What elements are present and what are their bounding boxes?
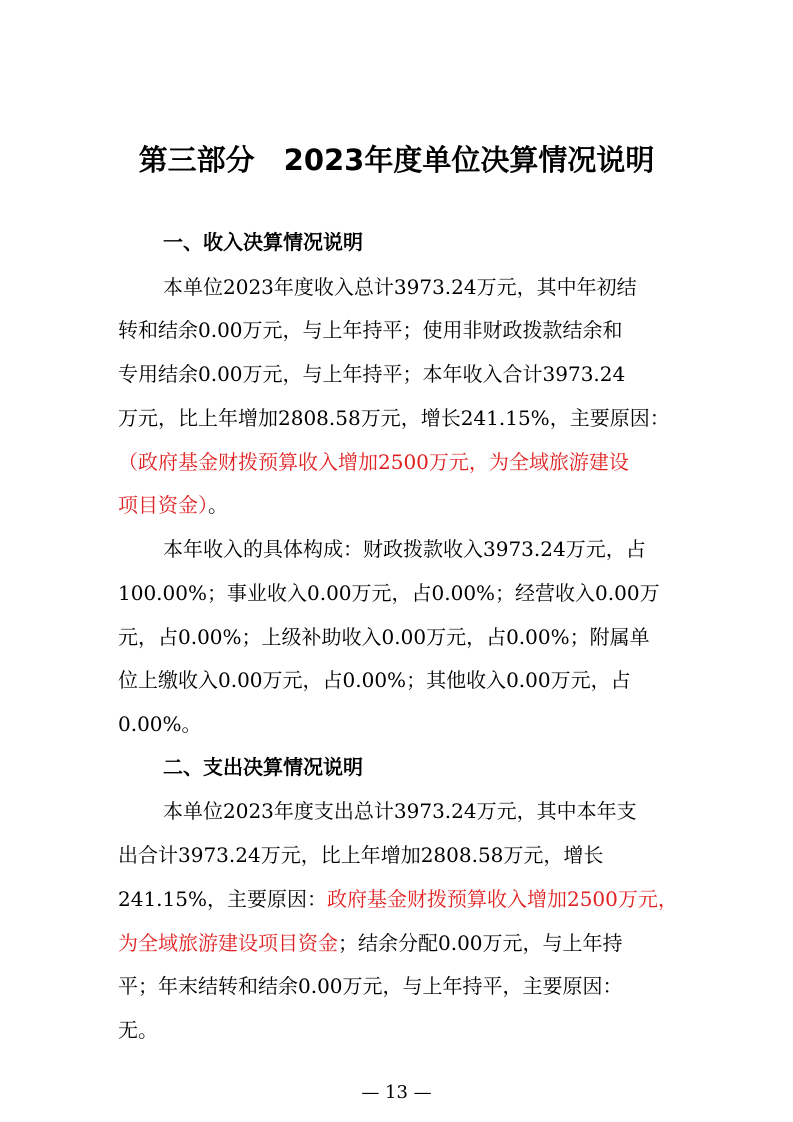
highlighted-reason-text: 项目资金） [118, 493, 208, 517]
paragraph-line: 本年收入的具体构成：财政拨款收入3973.24万元，占 [163, 537, 646, 561]
paragraph-line: 100.00%；事业收入0.00万元，占0.00%；经营收入0.00万 [118, 581, 660, 605]
highlighted-reason-text: 为全域旅游建设项目资金 [118, 931, 338, 955]
highlighted-reason-line: （政府基金财拨预算收入增加2500万元，为全域旅游建设 [118, 450, 629, 474]
highlighted-reason-text: 政府基金财拨预算收入增加2500万元， [326, 887, 678, 911]
paragraph-line: 万元，比上年增加2808.58万元，增长241.15%，主要原因： [118, 406, 670, 430]
section-heading-expenditure: 二、支出决算情况说明 [163, 755, 363, 779]
paragraph-line: 元，占0.00%；上级补助收入0.00万元，占0.00%；附属单 [118, 625, 650, 649]
section-heading-income: 一、收入决算情况说明 [163, 230, 363, 254]
paragraph-line: 平；年末结转和结余0.00万元，与上年持平，主要原因： [118, 974, 623, 998]
paragraph-line: 出合计3973.24万元，比上年增加2808.58万元，增长 [118, 843, 604, 867]
paragraph-line: 0.00%。 [118, 712, 202, 736]
paragraph-line: 专用结余0.00万元，与上年持平；本年收入合计3973.24 [118, 362, 626, 386]
paragraph-text: 。 [208, 493, 228, 517]
paragraph-line: 无。 [118, 1018, 158, 1042]
paragraph-text: 241.15%，主要原因： [118, 887, 327, 911]
paragraph-line: 位上缴收入0.00万元，占0.00%；其他收入0.00万元，占 [118, 668, 631, 692]
page-title: 第三部分 2023年度单位决算情况说明 [138, 143, 655, 177]
paragraph-line: 本单位2023年度支出总计3973.24万元，其中本年支 [163, 799, 637, 823]
paragraph-line [118, 928, 678, 958]
paragraph-text: ；结余分配0.00万元，与上年持 [338, 931, 623, 955]
paragraph-line [118, 884, 678, 914]
paragraph-line: 转和结余0.00万元，与上年持平；使用非财政拨款结余和 [118, 318, 623, 342]
paragraph-line [118, 490, 678, 520]
paragraph-line: 本单位2023年度收入总计3973.24万元，其中年初结 [163, 275, 637, 299]
page-number: — 13 — [361, 1082, 432, 1103]
